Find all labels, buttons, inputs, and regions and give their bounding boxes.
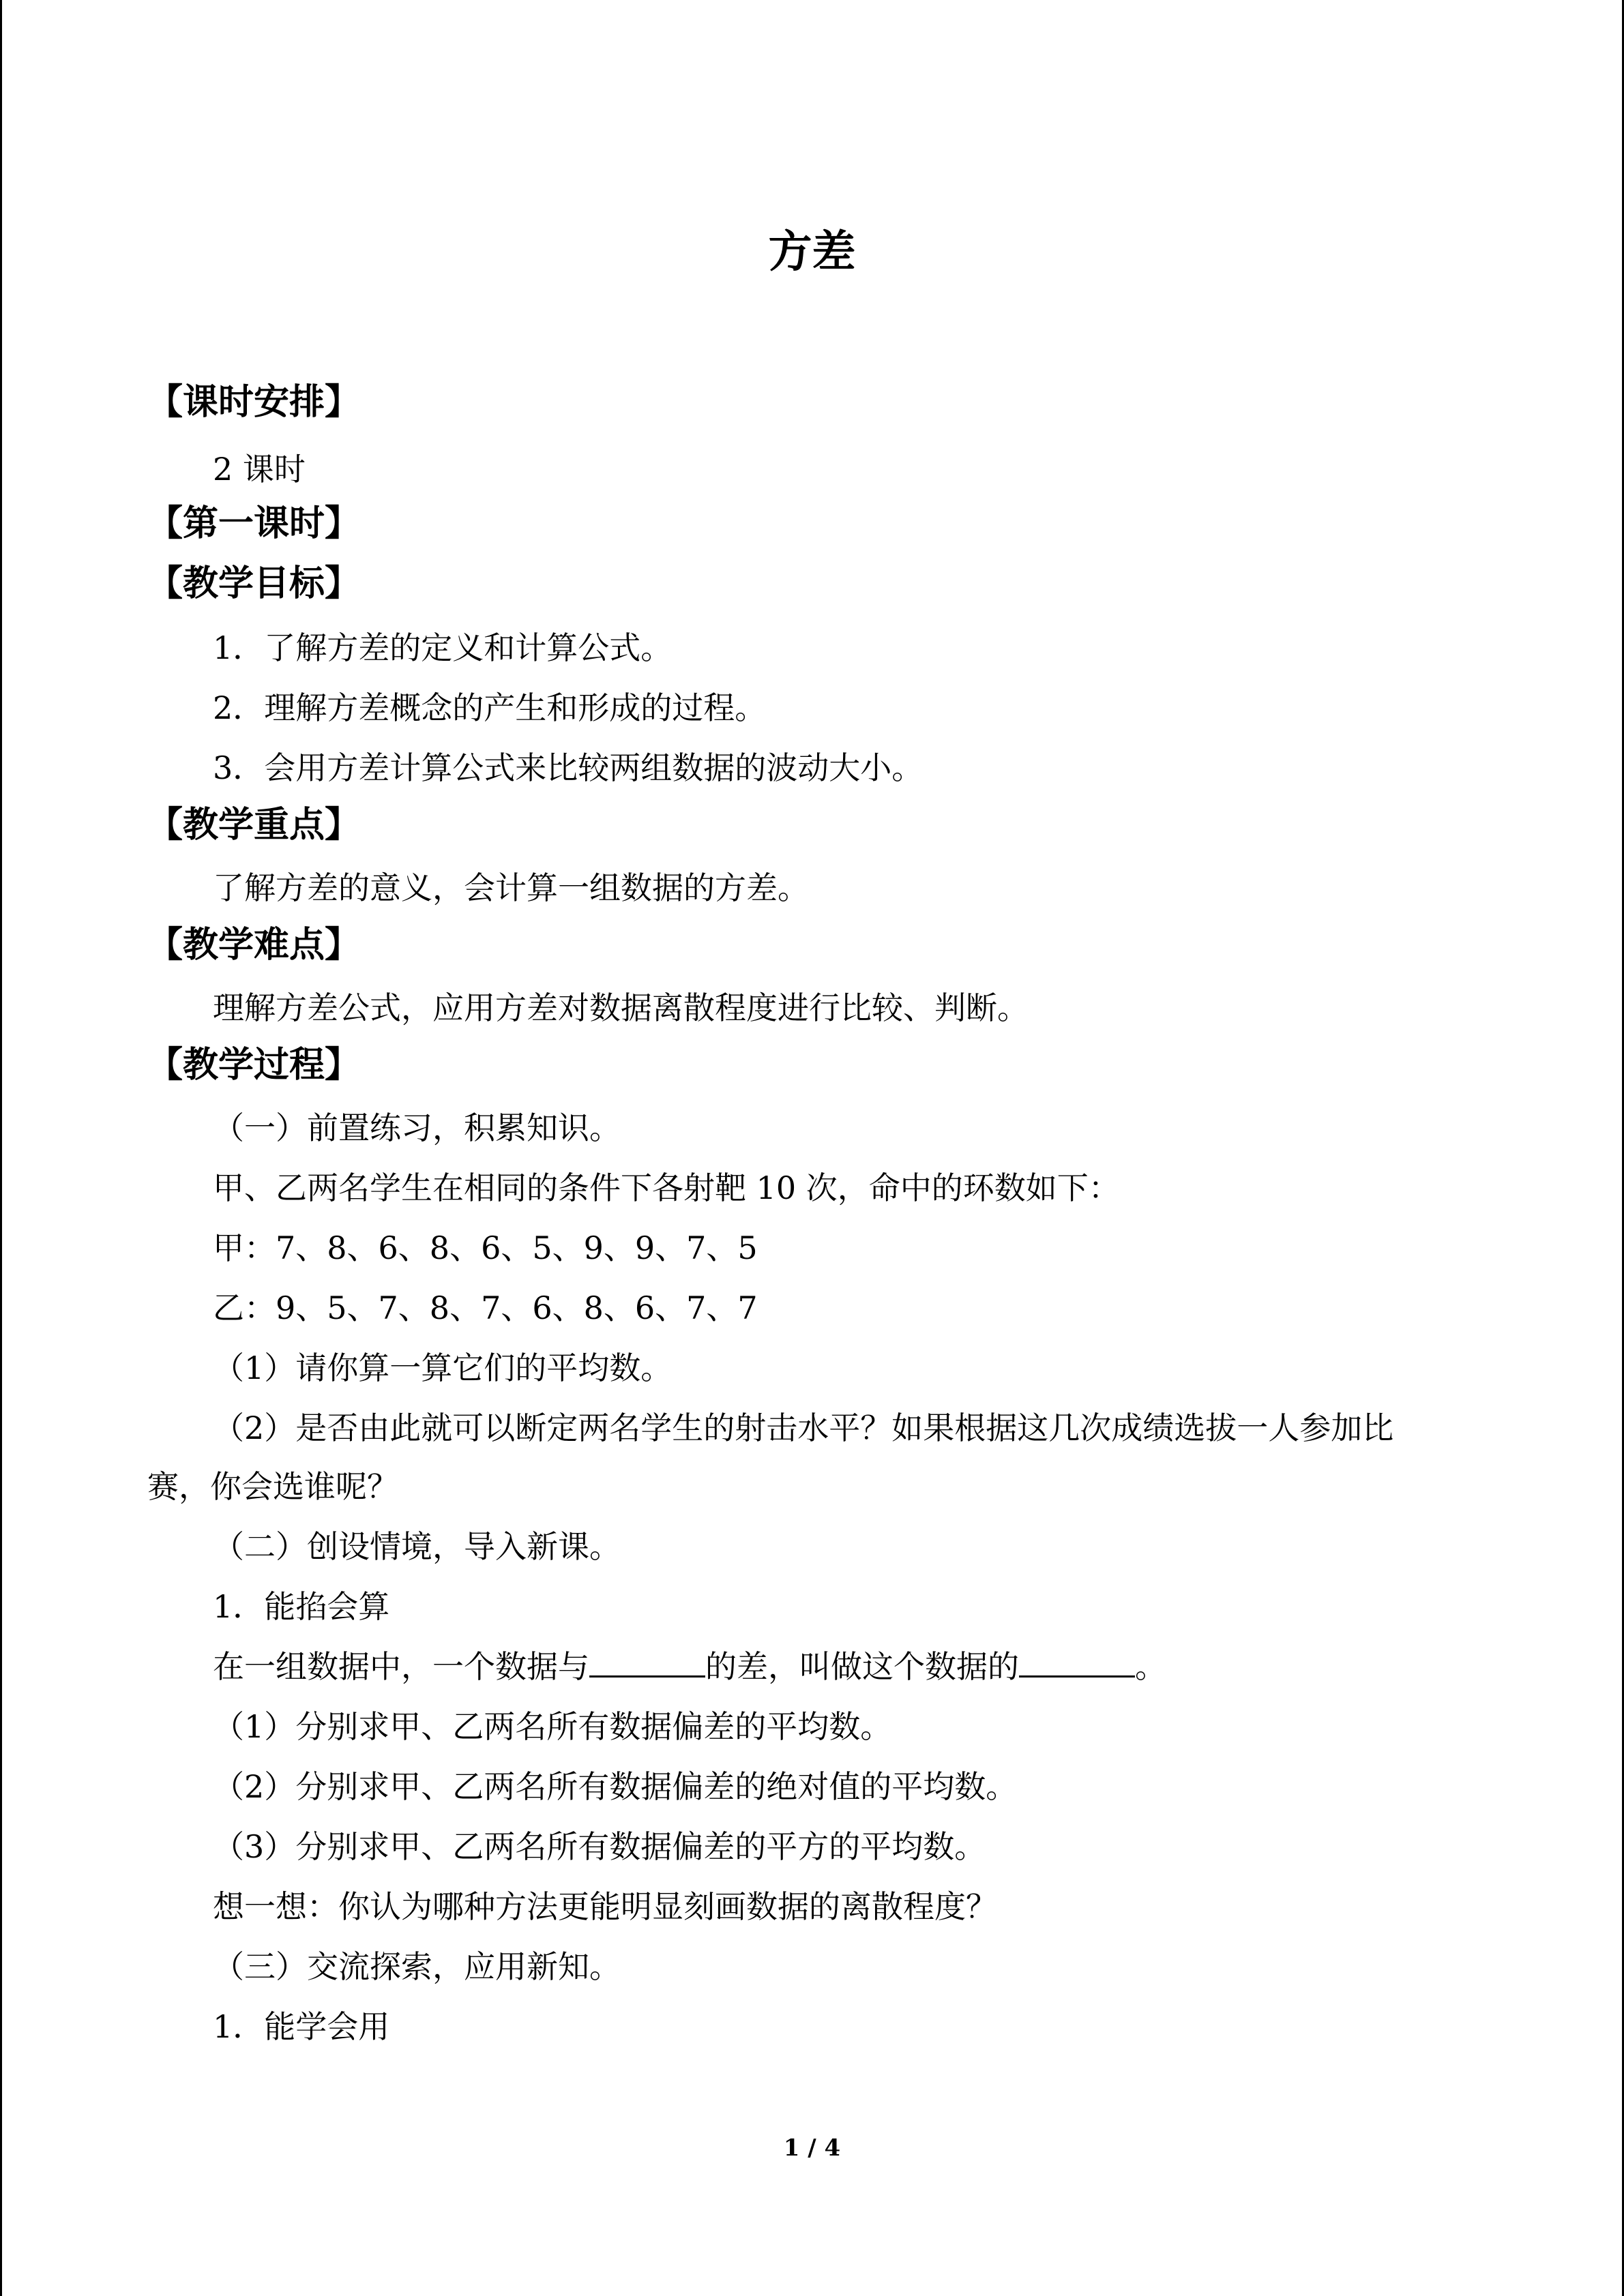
- part2-question-2: （2）分别求甲、乙两名所有数据偏差的绝对值的平均数。: [213, 1768, 1018, 1805]
- difficult-point-text: 理解方差公式，应用方差对数据离散程度进行比较、判断。: [213, 989, 1029, 1026]
- part2-question-1: （1）分别求甲、乙两名所有数据偏差的平均数。: [213, 1708, 892, 1745]
- page-left-border: [0, 0, 2, 2296]
- section-heading-difficult: 【教学难点】: [147, 925, 361, 966]
- part2-question-3: （3）分别求甲、乙两名所有数据偏差的平方的平均数。: [213, 1828, 986, 1865]
- fill-in-sentence: [213, 1646, 1166, 1687]
- page-title: 方差: [768, 227, 856, 278]
- think-prompt: 想一想：你认为哪种方法更能明显刻画数据的离散程度？: [213, 1888, 997, 1925]
- question-2-line2: 赛，你会选谁呢？: [147, 1468, 398, 1505]
- process-part3-title: （三）交流探索，应用新知。: [213, 1948, 621, 1985]
- key-point-text: 了解方差的意义，会计算一组数据的方差。: [213, 869, 809, 906]
- question-1: （1）请你算一算它们的平均数。: [213, 1350, 673, 1386]
- fill-in-blank: [1019, 1648, 1135, 1678]
- schedule-text: 2 课时: [213, 451, 306, 488]
- section-heading-process: 【教学过程】: [147, 1045, 361, 1086]
- process-part3-item1: 1．能学会用: [213, 2008, 390, 2045]
- fill-in-text-c: 。: [1135, 1648, 1166, 1685]
- fill-in-blank: [589, 1648, 705, 1678]
- section-heading-goals: 【教学目标】: [147, 563, 361, 604]
- goal-item: 1．了解方差的定义和计算公式。: [213, 629, 673, 666]
- data-row-yi: 乙：9、5、7、8、7、6、8、6、7、7: [213, 1289, 758, 1326]
- fill-in-text-a: 在一组数据中，一个数据与: [213, 1648, 589, 1685]
- process-part2-item1: 1．能掐会算: [213, 1588, 390, 1625]
- data-row-jia: 甲：7、8、6、8、6、5、9、9、7、5: [213, 1229, 758, 1266]
- section-heading-key: 【教学重点】: [147, 805, 361, 846]
- page-number: 1 / 4: [783, 2134, 841, 2162]
- fill-in-text-b: 的差，叫做这个数据的: [705, 1648, 1019, 1685]
- section-heading-lesson1: 【第一课时】: [147, 503, 361, 544]
- section-heading-schedule: 【课时安排】: [147, 382, 361, 423]
- question-2-line1: （2）是否由此就可以断定两名学生的射击水平？如果根据这几次成绩选拔一人参加比: [213, 1410, 1394, 1446]
- process-intro: 甲、乙两名学生在相同的条件下各射靶 10 次，命中的环数如下：: [213, 1169, 1120, 1206]
- goal-item: 2．理解方差概念的产生和形成的过程。: [213, 689, 767, 726]
- process-part2-title: （二）创设情境，导入新课。: [213, 1528, 621, 1565]
- process-part1-title: （一）前置练习，积累知识。: [213, 1109, 621, 1146]
- goal-item: 3．会用方差计算公式来比较两组数据的波动大小。: [213, 749, 924, 786]
